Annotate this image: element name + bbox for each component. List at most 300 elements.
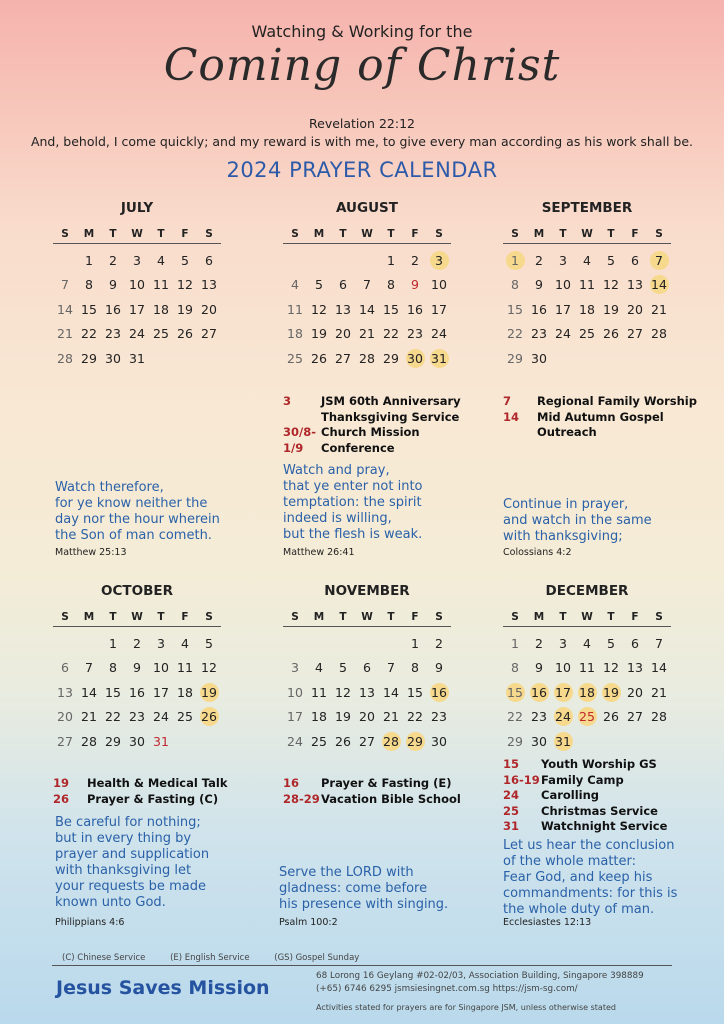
day-cell: 4 [583,252,591,268]
day-cell: 11 [153,277,169,293]
organization-name: Jesus Saves Mission [56,977,270,999]
day-cell: 26 [603,326,619,342]
day-cell: 7 [387,660,395,676]
empty-cell [355,248,379,273]
day-cell: 1 [511,635,519,651]
highlighted-day: 24 [551,705,575,730]
event-date: 26 [53,791,70,806]
quote-line: day nor the hour wherein [55,512,220,527]
day-cell: 6 [61,660,69,676]
event-date: 7 [503,394,512,408]
empty-cell [53,631,77,656]
quote-line: gladness: come before [279,881,428,896]
day-cell: 30 [531,350,547,366]
highlighted-day: 30 [403,346,427,371]
day-cell: 5 [607,635,615,651]
event-title: Health & Medical Talk [87,776,228,790]
quote-line: with thanksgiving let [55,863,192,878]
day-cell: 28 [359,350,375,366]
day-cell: 3 [559,635,567,651]
day-grid [283,631,451,754]
quote-line: Continue in prayer, [503,497,629,512]
day-cell: 1 [109,635,117,651]
weekday-label: S [655,228,663,240]
day-cell: 9 [435,660,443,676]
footer-divider [52,965,672,966]
day-cell: 7 [655,635,663,651]
weekday-label: F [411,611,419,623]
verse-reference: Revelation 22:12 [309,116,415,131]
day-cell: 30 [531,733,547,749]
day-cell: 18 [153,301,169,317]
day-cell: 24 [287,733,303,749]
event-title: Prayer & Fasting (E) [321,776,452,790]
day-cell: 17 [555,301,571,317]
day-cell: 10 [129,277,145,293]
day-cell: 13 [359,684,375,700]
quote-line: prayer and supplication [55,847,210,862]
day-cell: 15 [81,301,97,317]
quote-line: Watch and pray, [283,463,390,478]
weekday-label: W [131,611,143,623]
legend-english: (E) English Service [170,953,250,963]
day-cell: 21 [81,709,97,725]
event-date: 30/8- [283,425,316,439]
highlighted-day: 28 [379,729,403,754]
quote-line: Watch therefore, [55,480,164,495]
day-cell: 23 [531,709,547,725]
day-cell: 16 [105,301,121,317]
empty-cell [53,248,77,273]
day-cell: 11 [311,684,327,700]
day-cell: 26 [603,709,619,725]
event-item [503,410,697,426]
quote-philippians [55,815,209,911]
day-cell: 15 [407,684,423,700]
empty-cell [307,248,331,273]
month-september [503,200,671,371]
day-cell: 3 [291,660,299,676]
quote-line: Let us hear the conclusion [503,838,675,853]
event-title: Prayer & Fasting (C) [87,791,219,806]
day-grid [283,248,451,371]
quote-ref: Matthew 26:41 [283,547,355,558]
event-item [503,819,667,835]
day-cell: 6 [631,635,639,651]
empty-cell [307,631,331,656]
day-cell: 28 [57,350,73,366]
day-cell: 25 [579,326,595,342]
day-cell: 10 [431,277,447,293]
highlighted-day: 16 [427,680,451,705]
weekday-label: S [511,611,519,623]
day-cell: 17 [431,301,447,317]
day-grid [53,248,221,371]
month-name: AUGUST [336,200,398,216]
month-december [503,583,671,754]
quote-line: the Son of man cometh. [55,528,212,543]
day-cell: 3 [559,252,567,268]
day-cell: 9 [133,660,141,676]
weekday-label: W [581,611,593,623]
event-date: 14 [503,409,520,424]
day-cell: 17 [153,684,169,700]
day-cell: 25 [177,709,193,725]
day-cell: 1 [85,252,93,268]
day-cell: 5 [339,660,347,676]
contact-info: (+65) 6746 6295 jsmsiesingnet.com.sg https://jsm-sg.com/ [316,983,578,994]
weekday-label: W [131,228,143,240]
quote-line: Serve the LORD with [279,865,414,880]
weekday-label: F [181,228,189,240]
event-title: Vacation Bible School [321,791,461,806]
day-cell: 27 [335,350,351,366]
event-item [503,425,697,441]
day-cell: 3 [157,635,165,651]
script-title: Coming of Christ [163,40,561,91]
weekday-label: S [511,228,519,240]
day-cell: 23 [531,326,547,342]
quote-line: with thanksgiving; [503,529,623,544]
day-cell: 26 [311,350,327,366]
event-date: 15 [503,757,520,771]
weekday-label: M [533,228,545,240]
day-cell: 17 [129,301,145,317]
quote-line: known unto God. [55,895,166,910]
day-cell: 22 [507,709,523,725]
day-cell: 27 [359,733,375,749]
event-item [503,394,697,410]
event-item [283,792,461,808]
highlighted-day: 19 [599,680,623,705]
weekday-label: M [313,611,325,623]
day-cell: 12 [603,660,619,676]
event-item [53,792,228,808]
day-cell: 16 [129,684,145,700]
day-cell: 29 [507,350,523,366]
weekday-label: T [607,611,615,623]
day-cell: 13 [627,660,643,676]
day-cell: 8 [109,660,117,676]
day-cell: 2 [435,635,443,651]
day-cell: 11 [177,660,193,676]
empty-cell [283,248,307,273]
day-cell: 27 [57,733,73,749]
day-cell: 27 [627,326,643,342]
highlighted-day: 17 [551,680,575,705]
day-cell: 5 [181,252,189,268]
weekday-label: T [559,228,567,240]
events-october [53,776,228,807]
day-cell: 23 [129,709,145,725]
highlighted-day: 31 [551,729,575,754]
quote-ref: Matthew 25:13 [55,547,127,558]
event-title: Regional Family Worship [537,394,697,408]
weekday-label: F [631,228,639,240]
event-title: JSM 60th Anniversary [321,394,461,408]
day-cell: 12 [335,684,351,700]
day-cell: 5 [315,277,323,293]
day-cell: 24 [129,326,145,342]
quote-ref: Philippians 4:6 [55,917,125,928]
month-name: JULY [120,200,154,216]
day-cell: 25 [311,733,327,749]
day-cell: 15 [383,301,399,317]
quote-psalm [279,865,448,913]
quote-line: indeed is willing, [283,511,392,526]
day-cell: 5 [607,252,615,268]
weekday-header [53,607,221,627]
weekday-header [503,607,671,627]
calendar-title: 2024 PRAYER CALENDAR [226,158,498,182]
day-cell: 5 [205,635,213,651]
day-cell: 14 [81,684,97,700]
highlighted-day: 3 [427,248,451,273]
legend-chinese: (C) Chinese Service [62,953,146,963]
event-item [53,776,228,792]
weekday-label: M [83,228,95,240]
weekday-label: T [387,611,395,623]
day-cell: 22 [383,326,399,342]
quote-line: the whole duty of man. [503,902,655,917]
day-cell: 6 [631,252,639,268]
event-item [283,394,461,410]
day-cell: 2 [535,635,543,651]
weekday-label: T [387,228,395,240]
day-cell: 14 [383,684,399,700]
day-cell: 2 [411,252,419,268]
day-cell: 31 [153,733,169,749]
day-cell: 8 [511,277,519,293]
highlighted-day: 26 [197,705,221,730]
highlighted-day: 18 [575,680,599,705]
contact-block [316,970,644,995]
day-cell: 19 [311,326,327,342]
event-title: Church Mission [321,425,420,439]
weekday-label: T [559,611,567,623]
day-cell: 2 [535,252,543,268]
empty-cell [379,631,403,656]
highlighted-day: 14 [647,273,671,298]
weekday-label: W [581,228,593,240]
event-title: Carolling [541,788,600,802]
event-date: 31 [503,819,520,833]
day-cell: 29 [105,733,121,749]
quote-matthew-25 [55,480,220,544]
quote-line: your requests be made [55,879,206,894]
day-cell: 20 [627,684,643,700]
day-cell: 28 [651,326,667,342]
month-name: OCTOBER [101,583,173,599]
quote-ecclesiastes [503,838,677,918]
weekday-label: M [313,228,325,240]
highlighted-day: 15 [503,680,527,705]
events-november [283,776,461,807]
address: 68 Lorong 16 Geylang #02-02/03, Association Building, Singapore 398889 [316,971,644,981]
weekday-label: S [435,611,443,623]
quote-line: temptation: the spirit [283,495,422,510]
day-cell: 11 [579,660,595,676]
highlighted-day: 1 [503,248,527,273]
event-title: Youth Worship GS [541,757,657,771]
day-cell: 23 [407,326,423,342]
day-cell: 18 [311,709,327,725]
day-cell: 20 [335,326,351,342]
day-cell: 30 [431,733,447,749]
event-item [283,410,461,426]
quote-line: that ye enter not into [283,479,423,494]
day-cell: 27 [627,709,643,725]
day-cell: 19 [335,709,351,725]
day-cell: 7 [363,277,371,293]
day-cell: 28 [651,709,667,725]
event-item [283,441,461,457]
day-cell: 8 [511,660,519,676]
quote-colossians [503,497,652,545]
day-cell: 16 [531,301,547,317]
month-name: DECEMBER [545,583,629,599]
event-title: Christmas Service [541,803,658,818]
day-cell: 22 [105,709,121,725]
day-cell: 8 [85,277,93,293]
day-cell: 1 [411,635,419,651]
day-cell: 15 [105,684,121,700]
event-title: Thanksgiving Service [321,409,460,424]
event-date: 1/9 [283,440,304,455]
event-date: 24 [503,788,520,802]
day-cell: 9 [535,660,543,676]
legend-gospel: (GS) Gospel Sunday [274,953,360,963]
event-date: 3 [283,394,292,408]
day-cell: 13 [627,277,643,293]
day-cell: 14 [57,301,73,317]
quote-line: but the flesh is weak. [283,527,423,542]
event-item [503,804,667,820]
weekday-label: S [655,611,663,623]
day-cell: 30 [129,733,145,749]
empty-cell [331,631,355,656]
day-cell: 7 [61,277,69,293]
day-cell: 2 [133,635,141,651]
weekday-label: T [339,228,347,240]
footer-note: Activities stated for prayers are for Singapore JSM, unless otherwise stated [316,1003,616,1012]
events-august [283,394,461,456]
day-cell: 24 [153,709,169,725]
highlighted-day: 31 [427,346,451,371]
month-november [283,583,451,754]
weekday-label: T [339,611,347,623]
event-date: 28-29 [283,791,320,806]
quote-line: commandments: for this is [503,886,678,901]
day-cell: 8 [387,277,395,293]
day-cell: 9 [109,277,117,293]
day-cell: 24 [431,326,447,342]
weekday-label: S [291,611,299,623]
day-cell: 14 [359,301,375,317]
empty-cell [283,631,307,656]
weekday-label: F [411,228,419,240]
event-date [283,410,321,426]
day-cell: 27 [201,326,217,342]
quote-line: for ye know neither the [55,496,208,511]
day-cell: 17 [287,709,303,725]
day-cell: 31 [129,350,145,366]
weekday-header [283,607,451,627]
weekday-label: T [109,228,117,240]
highlighted-day: 7 [647,248,671,273]
month-august [283,200,451,371]
day-cell: 13 [201,277,217,293]
day-cell: 20 [201,301,217,317]
day-cell: 24 [555,326,571,342]
day-cell: 12 [177,277,193,293]
day-cell: 4 [583,635,591,651]
day-cell: 20 [627,301,643,317]
event-item [503,757,667,773]
day-cell: 20 [359,709,375,725]
day-grid [503,631,671,754]
day-cell: 10 [555,660,571,676]
day-cell: 18 [579,301,595,317]
day-cell: 21 [57,326,73,342]
event-title: Outreach [537,425,597,439]
day-cell: 21 [383,709,399,725]
weekday-label: S [205,611,213,623]
weekday-label: T [157,611,165,623]
day-cell: 22 [407,709,423,725]
event-item [283,425,461,441]
day-cell: 16 [407,301,423,317]
day-grid [53,631,221,754]
day-cell: 30 [105,350,121,366]
highlighted-day: 16 [527,680,551,705]
weekday-label: F [181,611,189,623]
day-cell: 22 [507,326,523,342]
day-cell: 13 [57,684,73,700]
event-date: 25 [503,803,520,818]
event-item [503,773,667,789]
day-cell: 18 [287,326,303,342]
day-cell: 29 [507,733,523,749]
weekday-label: S [61,228,69,240]
quote-ref: Ecclesiastes 12:13 [503,917,592,928]
day-cell: 10 [153,660,169,676]
event-item [283,776,461,792]
day-cell: 23 [105,326,121,342]
quote-ref: Colossians 4:2 [503,547,572,558]
event-title: Conference [321,440,395,455]
day-cell: 12 [603,277,619,293]
day-cell: 29 [81,350,97,366]
day-cell: 11 [287,301,303,317]
weekday-label: S [61,611,69,623]
quote-matthew-26 [283,463,423,543]
event-date: 19 [53,776,70,790]
empty-cell [355,631,379,656]
day-cell: 4 [181,635,189,651]
quote-ref: Psalm 100:2 [279,917,338,928]
day-cell: 20 [57,709,73,725]
day-grid [503,248,671,371]
day-cell: 22 [81,326,97,342]
day-cell: 12 [201,660,217,676]
day-cell: 9 [535,277,543,293]
day-cell: 2 [109,252,117,268]
day-cell: 4 [315,660,323,676]
day-cell: 12 [311,301,327,317]
day-cell: 23 [431,709,447,725]
highlighted-day: 19 [197,680,221,705]
